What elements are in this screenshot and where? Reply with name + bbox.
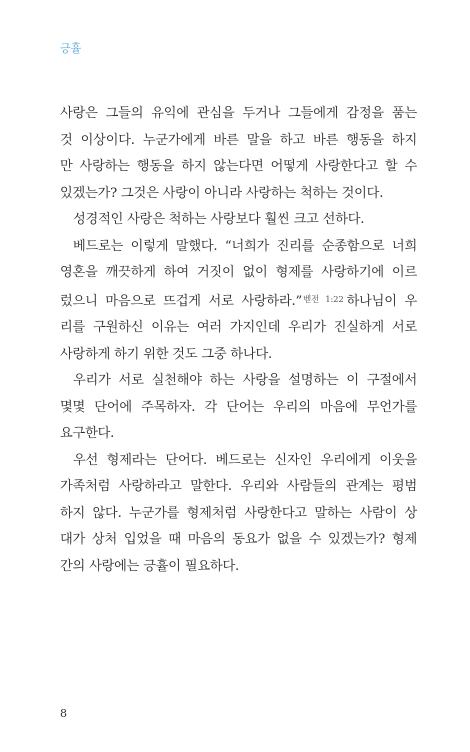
text-line: 우리가 서로 실천해야 하는 사랑을 설명하는 이 구절에서 (73, 373, 417, 388)
text-line: 가족처럼 사랑하라고 말한다. 우리와 사람들의 관계는 평범 (60, 479, 417, 494)
text-line: 요구한다. (60, 426, 115, 441)
body-text (60, 101, 417, 580)
text-line: 리를 구원하신 이유는 여러 가지인데 우리가 진실하게 서로 (60, 320, 417, 335)
text-line: 몇몇 단어에 주목하자. 각 단어는 우리의 마음에 무언가를 (60, 399, 417, 415)
text-line: 하지 않다. 누군가를 형제처럼 사랑한다고 말하는 사람이 상 (60, 505, 417, 521)
text-line: 간의 사랑에는 긍휼이 필요하다. (60, 558, 239, 574)
text-line: 우선 형제라는 단어다. 베드로는 신자인 우리에게 이웃을 (73, 452, 417, 468)
text-line (60, 287, 417, 316)
page-number: 8 (60, 707, 67, 720)
text-line: 만 사랑하는 행동을 하지 않는다면 어떻게 사랑한다고 할 수 (60, 159, 417, 174)
scripture-reference: 벧전 1:22 (303, 294, 344, 305)
running-head: 긍휼 (60, 42, 82, 55)
text-line: 영혼을 깨끗하게 하여 거짓이 없이 형제를 사랑하기에 이르 (60, 265, 417, 280)
text-line: 사랑하게 하기 위한 것도 그중 하나다. (60, 346, 273, 362)
quote-end-text: 렀으니 마음으로 뜨겁게 서로 사랑하라.” (60, 293, 303, 309)
text-line: 있겠는가? 그것은 사랑이 아니라 사랑하는 척하는 것이다. (60, 185, 384, 201)
text-fragment: 하나님이 우 (346, 293, 418, 309)
text-line: 사랑은 그들의 유익에 관심을 두거나 그들에게 감정을 품는 (60, 106, 417, 121)
text-line: 대가 상처 입었을 때 마음의 동요가 없을 수 있겠는가? 형제 (60, 532, 417, 547)
text-line: 성경적인 사랑은 척하는 사랑보다 훨씬 크고 선하다. (73, 212, 365, 227)
text-line: 베드로는 이렇게 말했다. “너희가 진리를 순종함으로 너희 (73, 238, 417, 254)
text-line: 것 이상이다. 누군가에게 바른 말을 하고 바른 행동을 하지 (60, 132, 417, 148)
